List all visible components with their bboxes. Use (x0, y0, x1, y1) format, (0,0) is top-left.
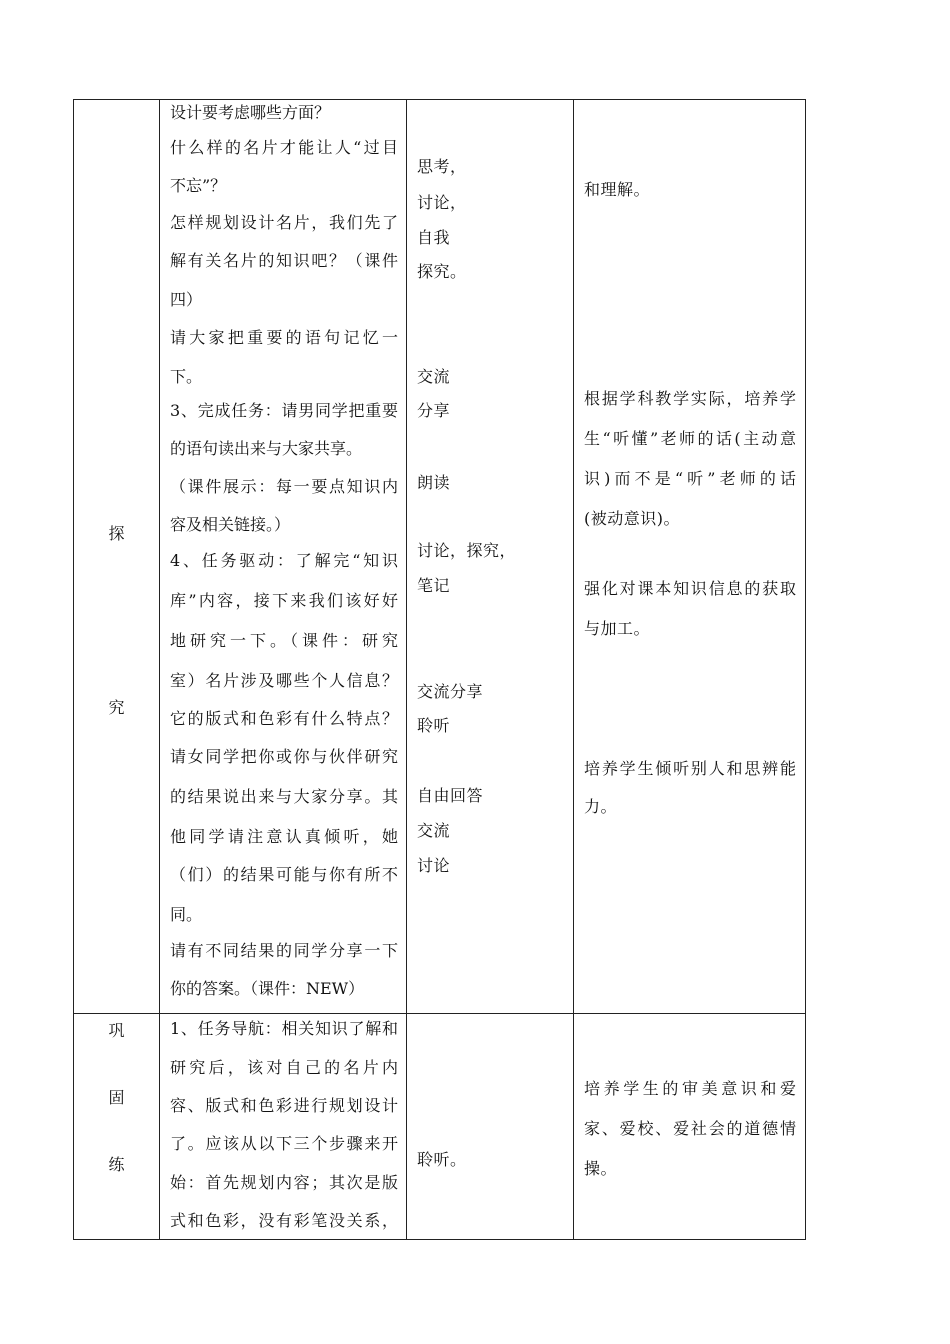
activity-line: 交流 (417, 367, 451, 386)
activity-line: 分享 (417, 401, 451, 420)
table-row-explore (74, 100, 806, 1014)
content-line: 1、任务导航：相关知识了解和 (170, 1019, 398, 1038)
intent-line: 与加工。 (584, 619, 651, 638)
content-line: 3、完成任务：请男同学把重要 (170, 401, 398, 420)
intent-line: (被动意识)。 (584, 509, 680, 528)
design-intent-cell (574, 100, 806, 1014)
section-label-cell (74, 100, 160, 1014)
activity-line: 交流 (417, 821, 451, 840)
intent-line: 识)而不是“听”老师的话 (584, 469, 796, 488)
activity-line: 思考， (417, 157, 467, 176)
student-activity-cell (407, 1014, 574, 1240)
content-line: 设计要考虑哪些方面？ (170, 103, 331, 122)
section-label-char: 巩 (108, 1021, 125, 1040)
content-line: 4、任务驱动：了解完“知识 (170, 551, 398, 570)
intent-line: 操。 (584, 1159, 618, 1178)
content-line: 始：首先规划内容；其次是版 (170, 1173, 398, 1192)
content-line: 它的版式和色彩有什么特点？ (170, 709, 398, 728)
section-label-char: 练 (108, 1155, 125, 1174)
lesson-plan-table (73, 99, 806, 1240)
teaching-content-cell (160, 100, 407, 1014)
content-line: 解有关名片的知识吧？（课件 (170, 251, 398, 270)
intent-line: 和理解。 (584, 180, 651, 199)
activity-line: 探究。 (417, 262, 467, 281)
content-line: （们）的结果可能与你有所不 (170, 865, 398, 884)
intent-line: 培养学生的审美意识和爱 (584, 1079, 796, 1098)
content-line: 式和色彩，没有彩笔没关系， (170, 1211, 398, 1230)
intent-line: 生“听懂”老师的话(主动意 (584, 429, 796, 448)
activity-line: 自我 (417, 228, 451, 247)
content-line: 什么样的名片才能让人“过目 (170, 138, 398, 157)
activity-line: 讨论，探究， (417, 541, 517, 560)
content-line: 他同学请注意认真倾听，她 (170, 827, 398, 846)
section-label-char: 固 (108, 1088, 125, 1107)
content-line: 请大家把重要的语句记忆一 (170, 328, 398, 347)
activity-line: 笔记 (417, 576, 451, 595)
content-line: 下。 (170, 367, 203, 386)
content-line: 请女同学把你或你与伙伴研究 (170, 747, 398, 766)
content-line: 怎样规划设计名片，我们先了 (170, 213, 398, 232)
section-label-char: 究 (108, 698, 125, 717)
content-line: 同。 (170, 905, 203, 924)
activity-line: 交流分享 (417, 682, 484, 701)
intent-line: 强化对课本知识信息的获取 (584, 579, 796, 598)
design-intent-cell (574, 1014, 806, 1240)
content-line: 的语句读出来与大家共享。 (170, 439, 363, 458)
content-line: （课件展示：每一要点知识内 (170, 477, 398, 496)
content-line: 不忘”？ (170, 176, 227, 195)
content-line: 容、版式和色彩进行规划设计 (170, 1096, 398, 1115)
intent-line: 根据学科教学实际，培养学 (584, 389, 796, 408)
intent-line: 培养学生倾听别人和思辨能 (584, 759, 796, 778)
activity-line: 聆听。 (417, 1150, 467, 1169)
teaching-content-cell (160, 1014, 407, 1240)
content-line: 四） (170, 290, 203, 309)
content-line: 地研究一下。（课件：研究 (170, 631, 398, 650)
activity-line: 聆听 (417, 716, 451, 735)
content-line: 容及相关链接。） (170, 515, 291, 534)
content-line: 的结果说出来与大家分享。其 (170, 787, 398, 806)
table-row-consolidate (74, 1014, 806, 1240)
content-line: 了。应该从以下三个步骤来开 (170, 1134, 398, 1153)
section-label-cell (74, 1014, 160, 1240)
activity-line: 讨论， (417, 193, 467, 212)
activity-line: 自由回答 (417, 786, 484, 805)
activity-line: 讨论 (417, 856, 451, 875)
intent-line: 家、爱校、爱社会的道德情 (584, 1119, 796, 1138)
content-line: 请有不同结果的同学分享一下 (170, 941, 398, 960)
activity-line: 朗读 (417, 473, 451, 492)
section-label-char: 探 (108, 524, 125, 543)
content-line: 你的答案。（课件：NEW） (170, 979, 365, 998)
content-line: 库”内容，接下来我们该好好 (170, 591, 398, 610)
student-activity-cell (407, 100, 574, 1014)
content-line: 室）名片涉及哪些个人信息？ (170, 671, 398, 690)
content-line: 研究后，该对自己的名片内 (170, 1058, 398, 1077)
intent-line: 力。 (584, 797, 618, 816)
